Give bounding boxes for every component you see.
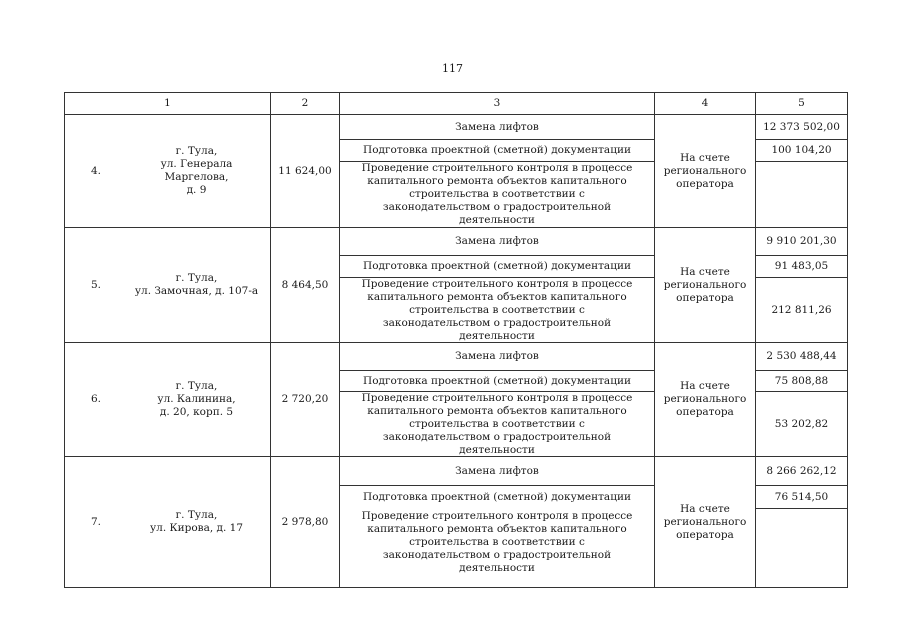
work-item: Замена лифтов [455,464,539,477]
works-cell [340,228,655,343]
address-line: д. 20, корп. 5 [159,406,234,418]
table-row [65,115,848,228]
amounts-cell [756,115,848,228]
address-line: ул. Калинина, [157,393,236,405]
amount-value: 91 483,05 [756,255,847,277]
column-header-1: 1 [65,93,271,115]
row-number: 6. [91,393,102,405]
work-item: Замена лифтов [455,350,539,362]
fund-cell: На счете регионального оператора [655,228,756,343]
address-cell [65,115,271,228]
repair-schedule-table [64,92,848,588]
area-cell: 8 464,50 [271,228,340,343]
address-line: ул. Генерала Маргелова, [160,158,233,183]
work-item: Проведение строительного контроля в процессе капитального ремонта объектов капитального строительства в соответствии с законодательством о градостроительной деятельности [361,510,633,574]
amount-value: 100 104,20 [756,139,847,161]
amount-value: 212 811,26 [756,277,847,342]
works-cell [340,343,655,457]
address-cell [65,343,271,457]
works-cell [340,457,655,588]
table-row [65,343,848,457]
column-header-2: 2 [271,93,340,115]
column-header-5: 5 [756,93,848,115]
address-line: г. Тула, [175,272,218,284]
address [127,509,270,535]
work-item: Подготовка проектной (сметной) документации [340,255,654,277]
address-line: ул. Замочная, д. 107-а [134,285,259,297]
fund-cell: На счете регионального оператора [655,457,756,588]
area-cell: 11 624,00 [271,115,340,228]
fund-cell: На счете регионального оператора [655,343,756,457]
address-cell [65,228,271,343]
amount-value: 2 530 488,44 [766,350,837,362]
work-item: Проведение строительного контроля в процессе капитального ремонта объектов капитального строительства в соответствии с законодательством о градостроительной деятельности [340,277,654,342]
row-number: 5. [91,278,102,291]
amounts-cell [756,457,848,588]
amounts-cell [756,343,848,457]
amount-value: 53 202,82 [756,391,847,456]
column-header-3: 3 [340,93,655,115]
address [127,380,270,419]
amount-value: 12 373 502,00 [763,120,840,133]
work-item: Замена лифтов [455,120,539,133]
area-cell: 2 978,80 [271,457,340,588]
work-item: Проведение строительного контроля в процессе капитального ремонта объектов капитального строительства в соответствии с законодательством о градостроительной деятельности [340,391,654,456]
header-row [65,93,848,115]
address-line: г. Тула, [175,509,218,521]
amount-value: 9 910 201,30 [766,235,837,247]
address [127,145,270,197]
work-item: Подготовка проектной (сметной) документации [340,139,654,161]
fund-cell: На счете регионального оператора [655,115,756,228]
amounts-cell [756,228,848,343]
amount-value: 8 266 262,12 [766,464,837,477]
work-item: Проведение строительного контроля в процессе капитального ремонта объектов капитального строительства в соответствии с законодательством о градостроительной деятельности [340,161,654,227]
table-row [65,228,848,343]
area-cell: 2 720,20 [271,343,340,457]
address-cell [65,457,271,588]
column-header-4: 4 [655,93,756,115]
work-item: Подготовка проектной (сметной) документации [340,370,654,391]
work-item: Подготовка проектной (сметной) документации [340,485,654,508]
address-line: ул. Кирова, д. 17 [149,522,244,534]
works-cell [340,115,655,228]
address-line: г. Тула, [175,380,218,392]
amount-value [756,161,847,227]
address [127,272,270,298]
address-line: г. Тула, [175,145,218,157]
page-number: 117 [442,62,463,75]
row-number: 4. [91,164,102,177]
row-number: 7. [91,515,102,528]
address-line: д. 9 [186,184,207,196]
work-item: Замена лифтов [455,235,539,247]
amount-value [756,508,847,587]
table-row [65,457,848,588]
amount-value: 76 514,50 [756,485,847,508]
amount-value: 75 808,88 [756,370,847,391]
